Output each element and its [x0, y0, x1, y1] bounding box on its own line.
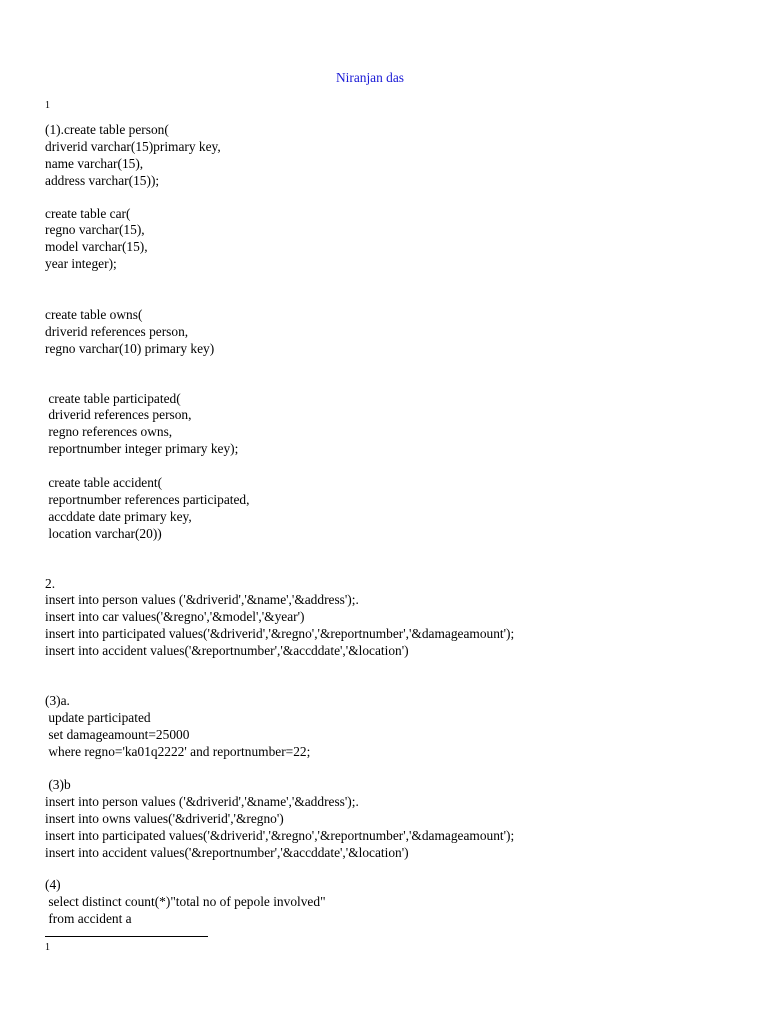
code-line: year integer); [45, 256, 117, 271]
footnote-mark: 1 [45, 942, 50, 953]
code-line: where regno='ka01q2222' and reportnumber=22; [45, 744, 311, 759]
code-line: update participated [45, 710, 151, 725]
section-number: (3)a. [45, 693, 70, 708]
code-line: set damageamount=25000 [45, 727, 190, 742]
code-line: (1).create table person( [45, 122, 169, 137]
section-number: 2. [45, 576, 56, 591]
code-line: reportnumber integer primary key); [45, 441, 239, 456]
page-header-author: Niranjan das [335, 70, 405, 85]
code-line: insert into car values('&regno','&model','&year') [45, 609, 305, 624]
code-line: regno references owns, [45, 424, 173, 439]
code-line: insert into participated values('&driverid','&regno','&reportnumber','&damageamount'); [45, 626, 515, 641]
code-line: insert into owns values('&driverid','&regno') [45, 811, 284, 826]
code-line: driverid varchar(15)primary key, [45, 139, 221, 154]
code-line: from accident a [45, 911, 132, 926]
code-line: insert into accident values('&reportnumber','&accddate','&location') [45, 643, 409, 658]
code-line: reportnumber references participated, [45, 492, 250, 507]
code-line: driverid references person, [45, 324, 189, 339]
code-line: accddate date primary key, [45, 509, 192, 524]
code-line: create table participated( [45, 391, 181, 406]
code-line: model varchar(15), [45, 239, 148, 254]
footnote-separator [45, 936, 208, 937]
code-line: insert into person values ('&driverid','&name','&address');. [45, 794, 359, 809]
section-number: (3)b [45, 777, 71, 792]
code-line: name varchar(15), [45, 156, 144, 171]
code-line: create table owns( [45, 307, 143, 322]
code-line: insert into participated values('&driverid','&regno','&reportnumber','&damageamount'); [45, 828, 515, 843]
code-line: regno varchar(15), [45, 222, 145, 237]
code-line: address varchar(15)); [45, 173, 160, 188]
code-line: regno varchar(10) primary key) [45, 341, 215, 356]
code-line: select distinct count(*)"total no of pepole involved" [45, 894, 326, 909]
code-line: insert into accident values('&reportnumber','&accddate','&location') [45, 845, 409, 860]
code-line: create table car( [45, 206, 131, 221]
code-line: insert into person values ('&driverid','&name','&address');. [45, 592, 359, 607]
footnote-reference: 1 [45, 100, 50, 111]
section-number: (4) [45, 877, 61, 892]
code-line: create table accident( [45, 475, 163, 490]
code-line: location varchar(20)) [45, 526, 162, 541]
code-line: driverid references person, [45, 407, 192, 422]
